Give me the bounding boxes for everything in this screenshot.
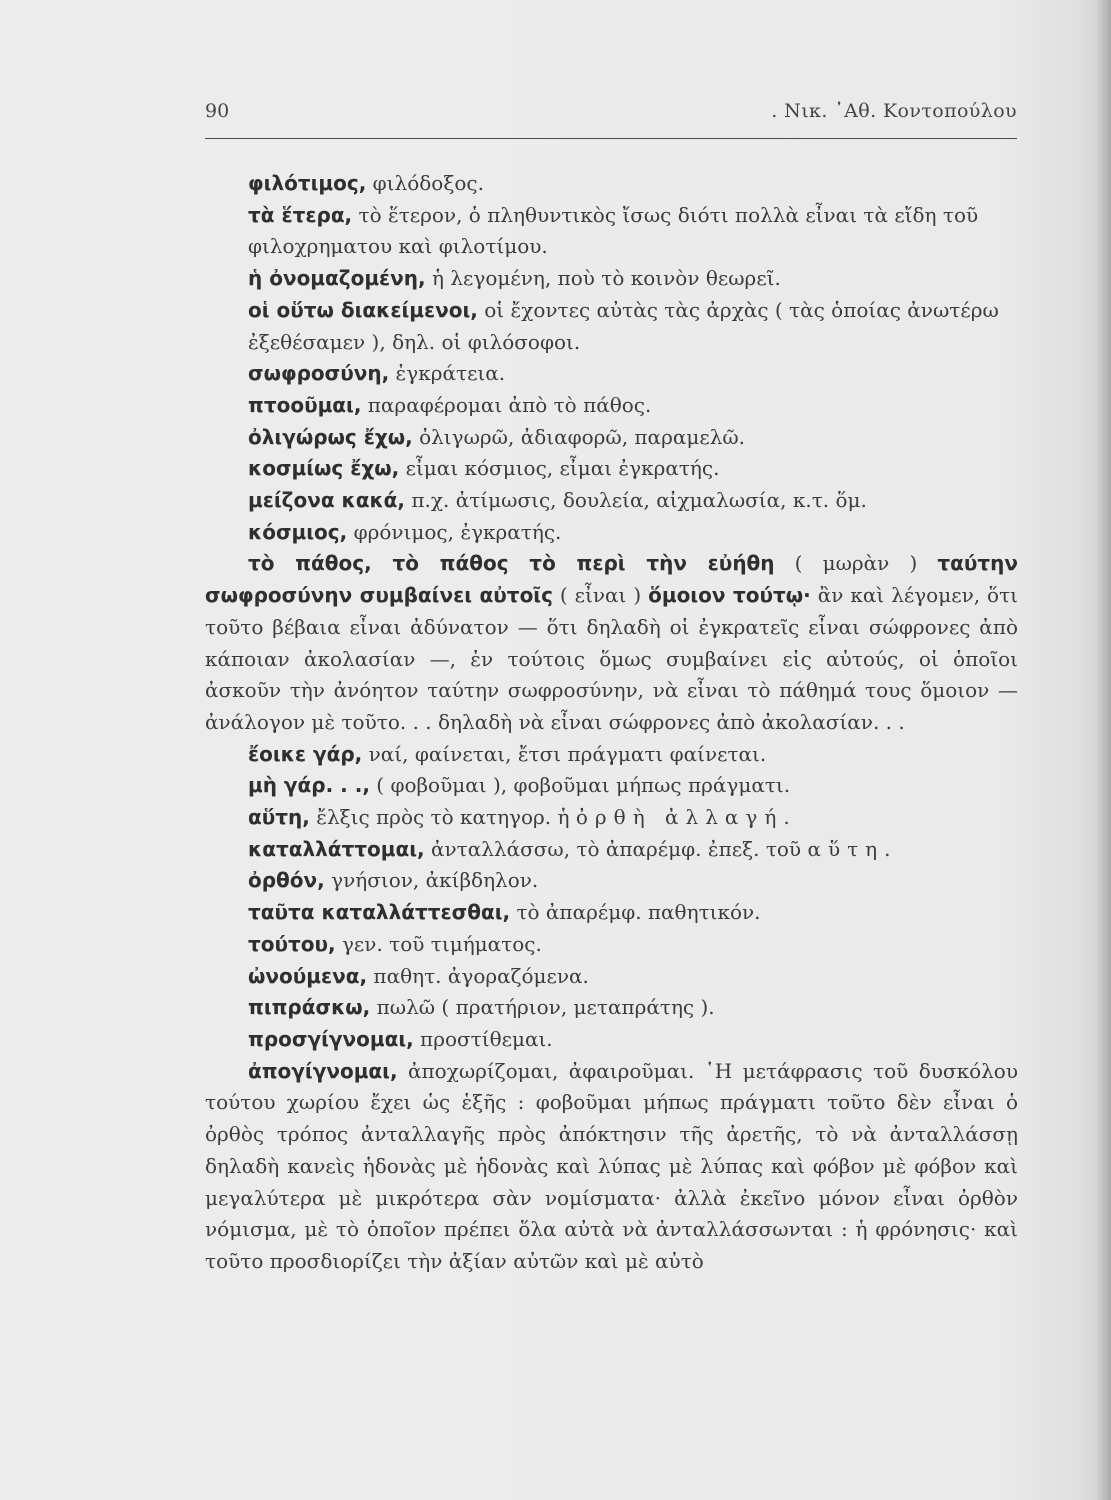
entry-lemma: ἀπογίγνομαι, — [248, 1058, 398, 1083]
entry-gloss: παραφέρομαι ἀπὸ τὸ πάθος. — [361, 392, 652, 417]
entry-lemma: προσγίγνομαι, — [248, 1026, 414, 1051]
entry-gloss: ἂν καὶ λέγομεν, ὅτι τοῦτο βέβαια εἶναι ἀδύνατον — ὅτι δηλαδὴ οἱ ἐγκρατεῖς εἶναι σώφρονες ἀπὸ κάποιαν ἀκολασίαν —, ἐν τούτοις ὅμως συμβαίνει εἰς αὐτούς, οἱ ὁποῖοι ἀσκοῦν τὴν ἀνόητον ταύτην σωφροσύνην, νὰ εἶναι τὸ πάθημά τους ὅμοιον — ἀνάλογον μὲ τοῦτο. . . δηλαδὴ νὰ εἶναι σώφρονες ἀπὸ ἀκολασίαν. . . — [205, 583, 1019, 734]
glossary-entry — [205, 1056, 1018, 1278]
entry-lemma-continued: ταύτην σωφροσύνην συμβαίνει αὐτοῖς — [205, 551, 1019, 608]
glossary-entry — [248, 295, 1018, 358]
entry-gloss: ( φοβοῦμαι ), φοβοῦμαι μήπως πράγματι. — [369, 773, 791, 798]
long-glossary-entry — [205, 548, 1018, 738]
glossary-entry — [248, 358, 1018, 390]
entry-gloss: π.χ. ἀτίμωσις, δουλεία, αἰχμαλωσία, κ.τ. ὅμ. — [405, 488, 867, 513]
entry-lemma: κόσμιος, — [248, 519, 348, 544]
header-rule — [205, 138, 1017, 139]
entry-lemma: ταῦτα καταλλάττεσθαι, — [248, 900, 511, 925]
entry-gloss: ( μωρὰν ) — [774, 551, 938, 576]
spaced-emphasis: ὀρθὴ ἀλλαγή — [575, 805, 784, 830]
entry-gloss: πωλῶ ( πρατήριον, μεταπράτης ). — [370, 995, 715, 1020]
entry-gloss: ἀνταλλάσσω, τὸ ἀπαρέμφ. ἐπεξ. τοῦ — [424, 836, 808, 861]
glossary-entry — [248, 517, 1018, 549]
page-number: 90 — [205, 100, 230, 122]
entry-gloss: γεν. τοῦ τιμήματος. — [335, 931, 542, 956]
entry-lemma: μείζονα κακά, — [248, 488, 406, 513]
entry-gloss: ἔλξις πρὸς τὸ κατηγορ. ἡ — [309, 805, 576, 830]
glossary-entry — [248, 453, 1018, 485]
glossary-entry — [248, 390, 1018, 422]
glossary-entry — [248, 802, 1018, 834]
running-head: . Νικ. ᾿Αθ. Κοντοπούλου — [771, 100, 1017, 122]
entry-gloss: οἱ ἔχοντες αὐτὰς τὰς ἀρχὰς ( τὰς ὁποίας ἀνωτέρω ἐξεθέσαμεν ), δηλ. οἱ φιλόσοφοι. — [248, 297, 999, 354]
entry-lemma: τὰ ἕτερα, — [248, 202, 353, 227]
entry-gloss: φιλόδοξος. — [366, 171, 484, 195]
entry-lemma: ὀρθόν, — [248, 868, 325, 893]
entry-gloss: εἶμαι κόσμιος, εἶμαι ἐγκρατής. — [399, 456, 720, 481]
glossary-entry — [248, 834, 1018, 866]
glossary-entry — [248, 929, 1018, 961]
entry-lemma: μὴ γάρ. . ., — [248, 773, 370, 798]
entry-gloss: ἡ λεγομένη, ποὺ τὸ κοινὸν θεωρεῖ. — [425, 266, 781, 291]
entry-gloss: ὀλιγωρῶ, ἀδιαφορῶ, παραμελῶ. — [412, 424, 746, 449]
entry-gloss: παθητ. ἀγοραζόμενα. — [367, 963, 589, 988]
entry-punctuation: . — [884, 836, 891, 861]
entry-lemma: σωφροσύνη, — [248, 361, 390, 386]
entry-gloss: ναί, φαίνεται, ἔτσι πράγματι φαίνεται. — [362, 741, 767, 766]
entry-lemma: οἱ οὕτω διακείμενοι, — [248, 297, 478, 322]
entry-lemma: κοσμίως ἔχω, — [248, 456, 400, 481]
page-header — [205, 96, 1017, 136]
entry-gloss: ἐγκράτεια. — [389, 361, 506, 386]
glossary-entry — [205, 200, 1018, 263]
entry-lemma: πτοοῦμαι, — [248, 392, 362, 417]
entry-lemma: καταλλάττομαι, — [248, 836, 425, 861]
glossary-entry — [248, 770, 1018, 802]
glossary-entry — [248, 961, 1018, 993]
entry-lemma: αὕτη, — [248, 805, 310, 830]
entry-gloss: ( εἶναι ) — [552, 583, 649, 608]
glossary-entry — [248, 897, 1018, 929]
entry-lemma: τὸ πάθος, τὸ πάθος τὸ περὶ τὴν εὐήθη — [248, 551, 775, 576]
entry-gloss: τὸ ἕτερον, ὁ πληθυντικὸς ἴσως διότι πολλὰ εἶναι τὰ εἴδη τοῦ φιλοχρηματου καὶ φιλοτίμου. — [248, 202, 979, 259]
glossary-entry — [248, 263, 1018, 295]
glossary-entry — [248, 168, 1018, 200]
glossary-entry — [248, 739, 1018, 771]
entry-lemma: φιλότιμος, — [248, 171, 367, 195]
entry-gloss: φρόνιμος, ἐγκρατής. — [347, 519, 562, 544]
entry-gloss: γνήσιον, ἀκίβδηλον. — [324, 868, 539, 893]
glossary-body — [205, 168, 1019, 1278]
glossary-entry — [248, 422, 1018, 454]
glossary-entry — [248, 1024, 1018, 1056]
entry-lemma: ἔοικε γάρ, — [248, 741, 363, 766]
entry-lemma: τούτου, — [248, 931, 336, 956]
entry-punctuation: . — [783, 805, 790, 830]
entry-gloss: τὸ ἀπαρέμφ. παθητικόν. — [510, 900, 761, 925]
entry-lemma: ὠνούμενα, — [248, 963, 368, 988]
spaced-emphasis: αὕτη — [807, 836, 885, 861]
entry-lemma: ἡ ὀνομαζομένη, — [248, 266, 426, 291]
entry-lemma: πιπράσκω, — [248, 995, 371, 1020]
entry-gloss: προστίθεμαι. — [413, 1026, 553, 1051]
glossary-entry — [248, 485, 1018, 517]
entry-lemma-continued: ὅμοιον τούτῳ· — [648, 583, 811, 608]
glossary-entry — [248, 865, 1018, 897]
page-edge — [1097, 0, 1111, 1500]
glossary-entry — [248, 992, 1018, 1024]
entry-gloss: ἀποχωρίζομαι, ἀφαιροῦμαι. ῾Η μετάφρασις τοῦ δυσκόλου τούτου χωρίου ἔχει ὡς ἑξῆς : φοβοῦμαι μήπως πράγματι τοῦτο δὲν εἶναι ὁ ὀρθὸς τρόπος ἀνταλλαγῆς πρὸς ἀπόκτησιν τῆς ἀρετῆς, τὸ νὰ ἀνταλλάσσῃ δηλαδὴ κανεὶς ἡδονὰς μὲ ἡδονὰς καὶ λύπας μὲ λύπας καὶ φόβον μὲ φόβον καὶ μεγαλύτερα μὲ μικρότερα σὰν νομίσματα· ἀλλὰ ἐκεῖνο μόνον εἶναι ὀρθὸν νόμισμα, μὲ τὸ ὁποῖον πρέπει ὅλα αὐτὰ νὰ ἀνταλλάσσωνται : ἡ φρόνησις· καὶ τοῦτο προσδιορίζει τὴν ἀξίαν αὐτῶν καὶ μὲ αὐτὸ — [205, 1058, 1018, 1273]
entry-lemma: ὀλιγώρως ἔχω, — [248, 424, 413, 449]
